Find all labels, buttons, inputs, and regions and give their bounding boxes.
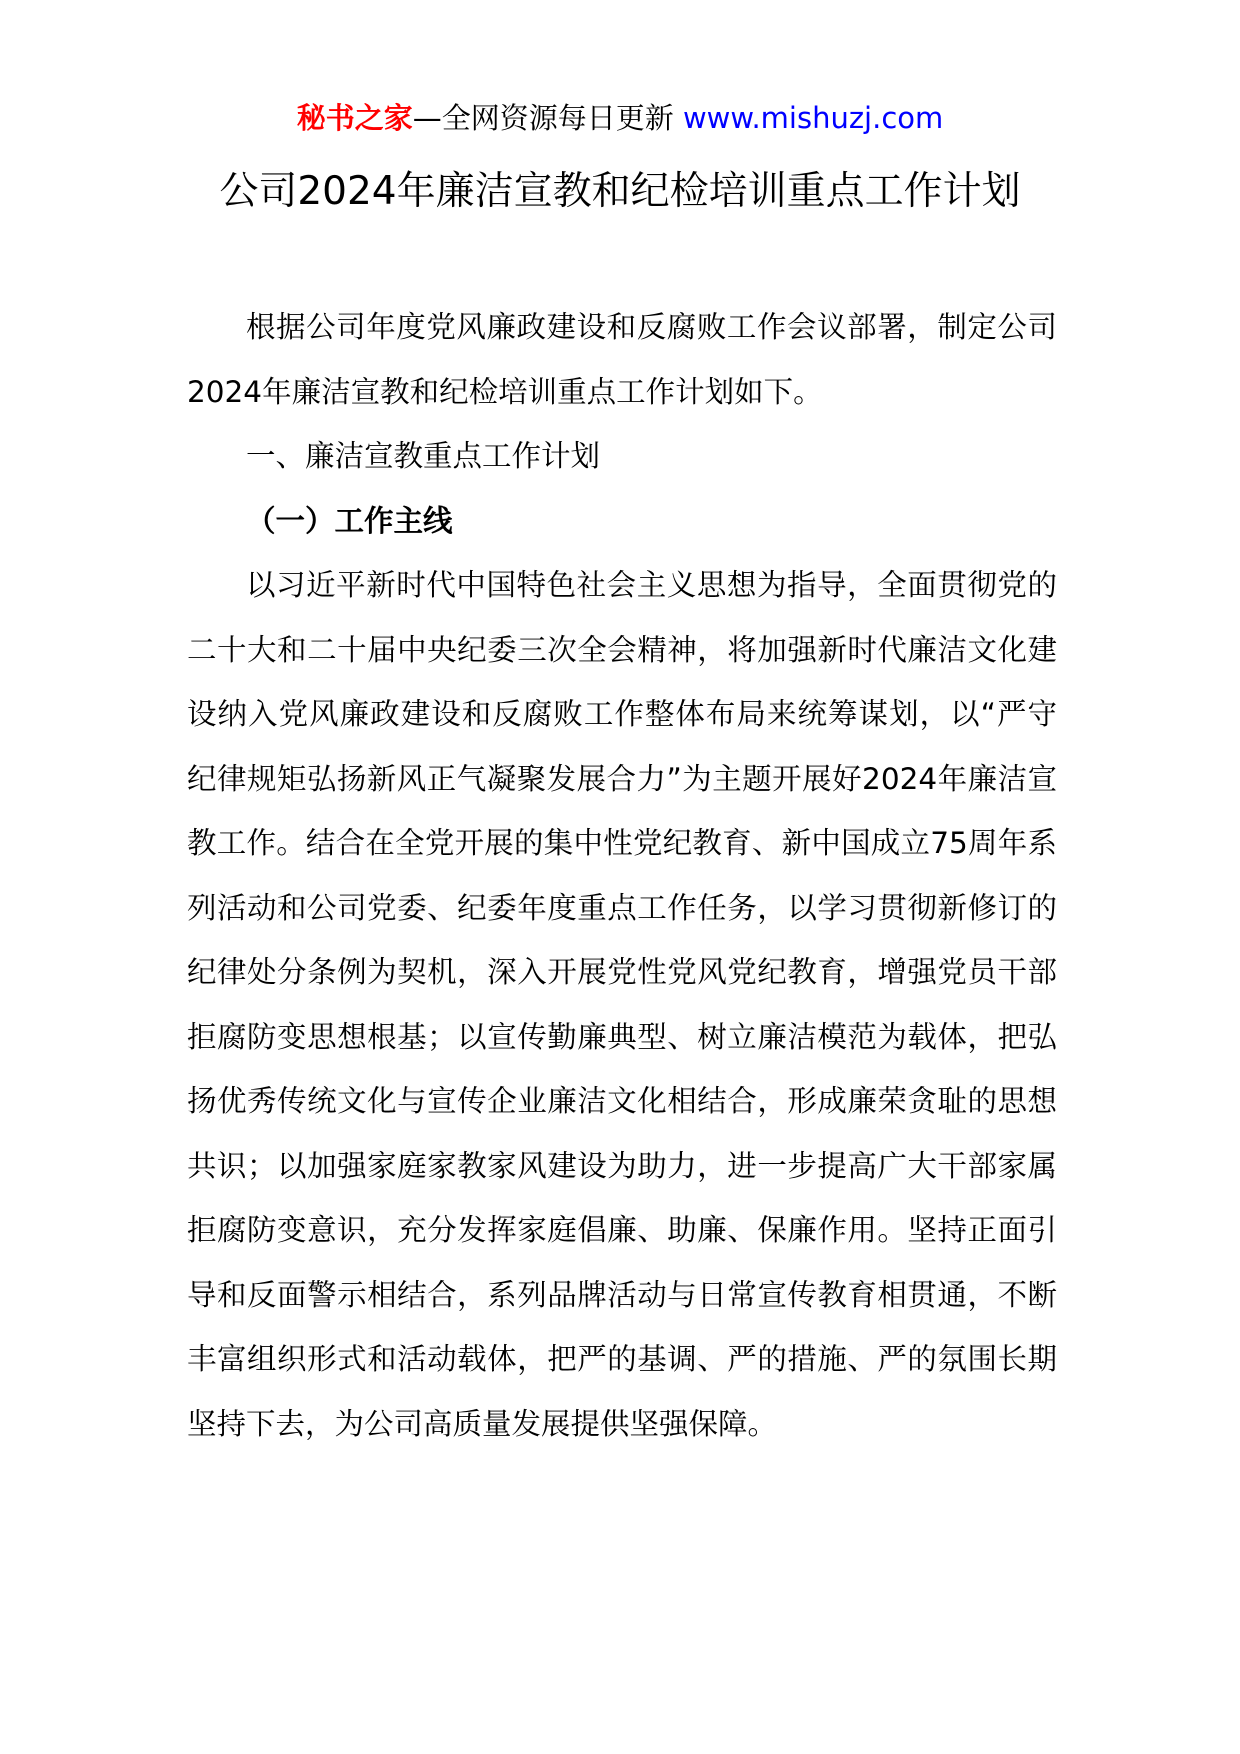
intro-paragraph: 根据公司年度党风廉政建设和反腐败工作会议部署，制定公司2024年廉洁宣教和纪检培训重点工作计划如下。 bbox=[187, 310, 1057, 409]
subsection-heading: （一）工作主线 bbox=[246, 503, 453, 538]
document-title: 公司2024年廉洁宣教和纪检培训重点工作计划 bbox=[219, 169, 1021, 214]
site-header bbox=[0, 98, 1240, 138]
site-tagline: —全网资源每日更新 bbox=[412, 101, 674, 135]
site-url-link[interactable]: www.mishuzj.com bbox=[682, 101, 944, 135]
section-heading: 一、廉洁宣教重点工作计划 bbox=[246, 439, 601, 473]
site-brand: 秘书之家 bbox=[296, 101, 413, 135]
document-body bbox=[187, 295, 1057, 1456]
body-paragraph: 以习近平新时代中国特色社会主义思想为指导，全面贯彻党的二十大和二十届中央纪委三次全会精神，将加强新时代廉洁文化建设纳入党风廉政建设和反腐败工作整体布局来统筹谋划，以“严守纪律规矩弘扬新风正气凝聚发展合力”为主题开展好2024年廉洁宣教工作。结合在全党开展的集中性党纪教育、新中国成立75周年系列活动和公司党委、纪委年度重点工作任务，以学习贯彻新修订的纪律处分条例为契机，深入开展党性党风党纪教育，增强党员干部拒腐防变思想根基；以宣传勤廉典型、树立廉洁模范为载体，把弘扬优秀传统文化与宣传企业廉洁文化相结合，形成廉荣贪耻的思想共识；以加强家庭家教家风建设为助力，进一步提高广大干部家属拒腐防变意识，充分发挥家庭倡廉、助廉、保廉作用。坚持正面引导和反面警示相结合，系列品牌活动与日常宣传教育相贯通，不断丰富组织形式和活动载体，把严的基调、严的措施、严的氛围长期坚持下去，为公司高质量发展提供坚强保障。 bbox=[187, 568, 1057, 1441]
